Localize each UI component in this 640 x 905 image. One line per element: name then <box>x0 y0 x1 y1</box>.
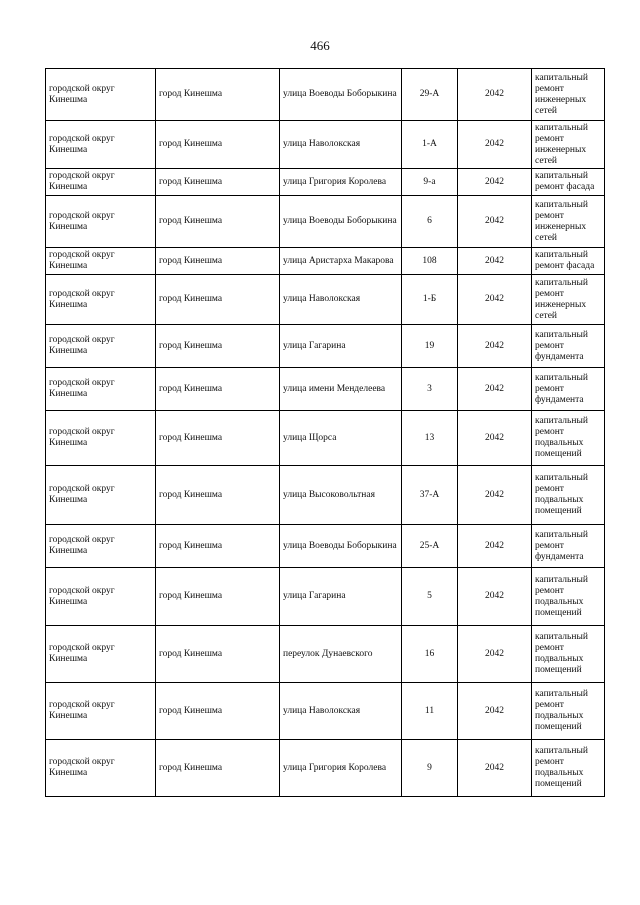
table-row <box>46 525 605 568</box>
city-cell: город Кинешма <box>156 466 280 525</box>
street-cell: улица Григория Королева <box>280 169 402 196</box>
street-cell: улица Воеводы Боборыкина <box>280 69 402 121</box>
district-cell: городской округ Кинешма <box>46 683 156 740</box>
city-cell: город Кинешма <box>156 683 280 740</box>
city-cell: город Кинешма <box>156 568 280 626</box>
work-type-cell: капитальный ремонт инженерных сетей <box>532 196 605 248</box>
work-type-cell: капитальный ремонт инженерных сетей <box>532 69 605 121</box>
table-row <box>46 411 605 466</box>
street-cell: улица Григория Королева <box>280 740 402 797</box>
table-row <box>46 740 605 797</box>
table-row <box>46 466 605 525</box>
year-cell: 2042 <box>458 69 532 121</box>
street-cell: переулок Дунаевского <box>280 626 402 683</box>
district-cell: городской округ Кинешма <box>46 466 156 525</box>
house-number-cell: 1-А <box>402 121 458 169</box>
table-row <box>46 196 605 248</box>
year-cell: 2042 <box>458 740 532 797</box>
district-cell: городской округ Кинешма <box>46 411 156 466</box>
city-cell: город Кинешма <box>156 69 280 121</box>
city-cell: город Кинешма <box>156 411 280 466</box>
city-cell: город Кинешма <box>156 275 280 325</box>
table-row <box>46 275 605 325</box>
year-cell: 2042 <box>458 525 532 568</box>
district-cell: городской округ Кинешма <box>46 275 156 325</box>
house-number-cell: 9-а <box>402 169 458 196</box>
district-cell: городской округ Кинешма <box>46 121 156 169</box>
house-number-cell: 108 <box>402 248 458 275</box>
year-cell: 2042 <box>458 411 532 466</box>
street-cell: улица Щорса <box>280 411 402 466</box>
house-number-cell: 13 <box>402 411 458 466</box>
house-number-cell: 11 <box>402 683 458 740</box>
district-cell: городской округ Кинешма <box>46 196 156 248</box>
work-type-cell: капитальный ремонт инженерных сетей <box>532 275 605 325</box>
house-number-cell: 3 <box>402 368 458 411</box>
street-cell: улица Аристарха Макарова <box>280 248 402 275</box>
street-cell: улица Наволокская <box>280 121 402 169</box>
table-row <box>46 568 605 626</box>
house-number-cell: 16 <box>402 626 458 683</box>
city-cell: город Кинешма <box>156 368 280 411</box>
table-row <box>46 368 605 411</box>
year-cell: 2042 <box>458 169 532 196</box>
street-cell: улица Гагарина <box>280 325 402 368</box>
house-number-cell: 6 <box>402 196 458 248</box>
city-cell: город Кинешма <box>156 626 280 683</box>
city-cell: город Кинешма <box>156 169 280 196</box>
city-cell: город Кинешма <box>156 196 280 248</box>
street-cell: улица Высоковольтная <box>280 466 402 525</box>
year-cell: 2042 <box>458 626 532 683</box>
city-cell: город Кинешма <box>156 525 280 568</box>
table-row <box>46 69 605 121</box>
house-number-cell: 25-А <box>402 525 458 568</box>
year-cell: 2042 <box>458 466 532 525</box>
house-number-cell: 37-А <box>402 466 458 525</box>
work-type-cell: капитальный ремонт фундамента <box>532 368 605 411</box>
street-cell: улица Наволокская <box>280 683 402 740</box>
year-cell: 2042 <box>458 121 532 169</box>
district-cell: городской округ Кинешма <box>46 740 156 797</box>
page-number: 466 <box>310 38 330 53</box>
year-cell: 2042 <box>458 325 532 368</box>
city-cell: город Кинешма <box>156 248 280 275</box>
city-cell: город Кинешма <box>156 325 280 368</box>
street-cell: улица Воеводы Боборыкина <box>280 525 402 568</box>
table-row <box>46 626 605 683</box>
work-type-cell: капитальный ремонт инженерных сетей <box>532 121 605 169</box>
work-type-cell: капитальный ремонт фасада <box>532 248 605 275</box>
district-cell: городской округ Кинешма <box>46 169 156 196</box>
house-number-cell: 9 <box>402 740 458 797</box>
house-number-cell: 5 <box>402 568 458 626</box>
year-cell: 2042 <box>458 275 532 325</box>
district-cell: городской округ Кинешма <box>46 568 156 626</box>
table-row <box>46 248 605 275</box>
city-cell: город Кинешма <box>156 121 280 169</box>
street-cell: улица имени Менделеева <box>280 368 402 411</box>
year-cell: 2042 <box>458 196 532 248</box>
district-cell: городской округ Кинешма <box>46 248 156 275</box>
district-cell: городской округ Кинешма <box>46 325 156 368</box>
street-cell: улица Гагарина <box>280 568 402 626</box>
district-cell: городской округ Кинешма <box>46 69 156 121</box>
housing-repair-table <box>45 68 605 797</box>
district-cell: городской округ Кинешма <box>46 626 156 683</box>
year-cell: 2042 <box>458 368 532 411</box>
district-cell: городской округ Кинешма <box>46 525 156 568</box>
year-cell: 2042 <box>458 248 532 275</box>
work-type-cell: капитальный ремонт подвальных помещений <box>532 466 605 525</box>
table-row <box>46 683 605 740</box>
house-number-cell: 29-А <box>402 69 458 121</box>
work-type-cell: капитальный ремонт фундамента <box>532 525 605 568</box>
street-cell: улица Наволокская <box>280 275 402 325</box>
house-number-cell: 19 <box>402 325 458 368</box>
table-row <box>46 121 605 169</box>
city-cell: город Кинешма <box>156 740 280 797</box>
work-type-cell: капитальный ремонт подвальных помещений <box>532 683 605 740</box>
work-type-cell: капитальный ремонт подвальных помещений <box>532 740 605 797</box>
work-type-cell: капитальный ремонт подвальных помещений <box>532 411 605 466</box>
street-cell: улица Воеводы Боборыкина <box>280 196 402 248</box>
work-type-cell: капитальный ремонт фундамента <box>532 325 605 368</box>
work-type-cell: капитальный ремонт подвальных помещений <box>532 626 605 683</box>
year-cell: 2042 <box>458 683 532 740</box>
house-number-cell: 1-Б <box>402 275 458 325</box>
district-cell: городской округ Кинешма <box>46 368 156 411</box>
work-type-cell: капитальный ремонт фасада <box>532 169 605 196</box>
year-cell: 2042 <box>458 568 532 626</box>
table-row <box>46 325 605 368</box>
table-row <box>46 169 605 196</box>
work-type-cell: капитальный ремонт подвальных помещений <box>532 568 605 626</box>
